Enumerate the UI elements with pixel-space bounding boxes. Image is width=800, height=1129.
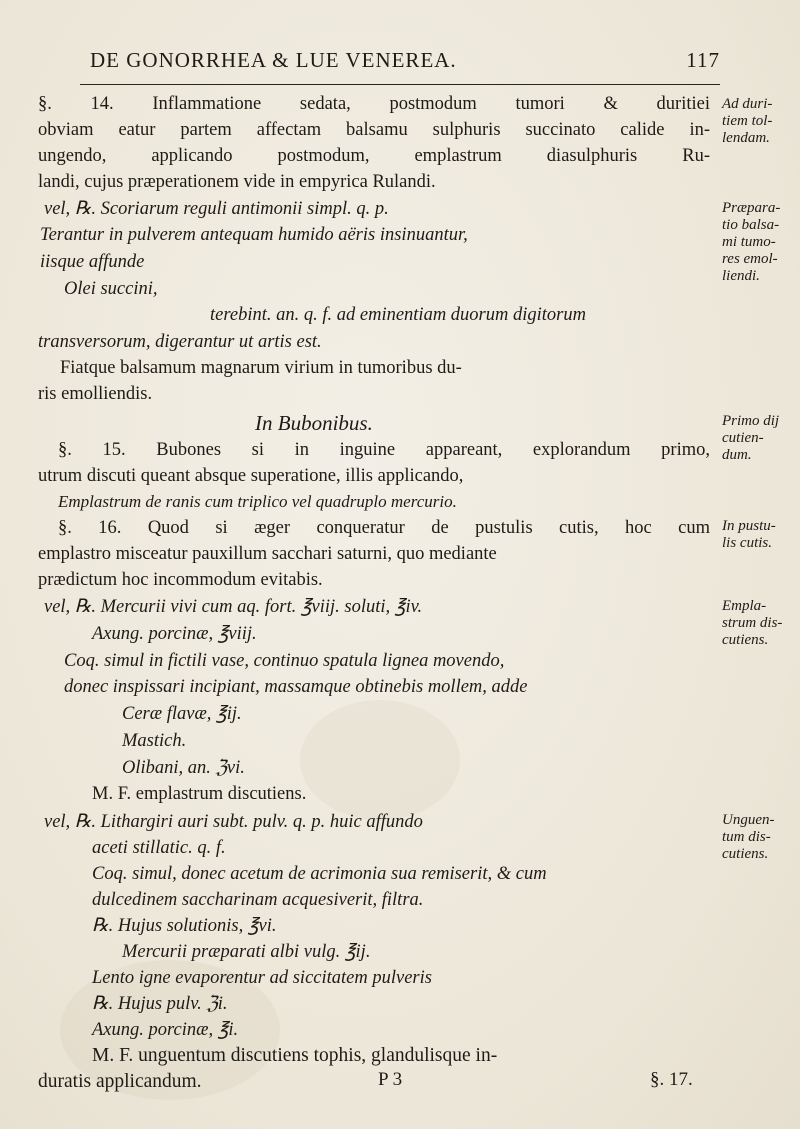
text-line: §. 15. Bubones si in inguine appareant, explorandum primo, [58,440,710,460]
text-line: Fiatque balsamum magnarum virium in tumoribus du- [60,358,462,378]
margin-note-line: Ad duri- [722,96,773,112]
recipe-line: transversorum, digerantur ut artis est. [38,332,322,352]
margin-note-line: In pustu- [722,518,776,534]
recipe-line: donec inspissari incipiant, massamque obtinebis mollem, adde [64,677,528,697]
margin-note [722,812,798,863]
running-header [90,48,720,82]
margin-note-line: cutiens. [722,632,769,648]
catchword: §. 17. [650,1069,693,1090]
recipe-line: vel, ℞. Mercurii vivi cum aq. fort. ℥viij. soluti, ℥iv. [44,597,423,617]
recipe-line: aceti stillatic. q. f. [92,838,226,858]
margin-note-line: mi tumo- [722,234,776,250]
recipe-line: Emplastrum de ranis cum triplico vel quadruplo mercurio. [58,492,457,511]
margin-note [722,96,798,147]
section-heading: In Bubonibus. [255,411,373,435]
margin-note [722,518,798,552]
recipe-line: Olei succini, [64,279,158,299]
recipe-line: ℞. Hujus pulv. ℨi. [92,994,228,1014]
margin-note-line: strum dis- [722,615,783,631]
margin-note-line: res emol- [722,251,778,267]
text-line: §. 14. Inflammatione sedata, postmodum tumori & duritiei [38,94,710,114]
text-line: M. F. unguentum discutiens tophis, glandulisque in- [92,1045,498,1066]
recipe-line: Lento igne evaporentur ad siccitatem pulveris [92,968,432,988]
text-line: prædictum hoc incommodum evitabis. [38,570,323,590]
margin-note-line: Primo dij [722,413,780,429]
recipe-line: Terantur in pulverem antequam humido aëris insinuantur, [40,225,468,245]
recipe-line: ℞. Hujus solutionis, ℥vi. [92,916,277,936]
margin-note-line: cutiens. [722,846,769,862]
recipe-line: Coq. simul in fictili vase, continuo spatula lignea movendo, [64,651,505,671]
margin-note-line: tum dis- [722,829,771,845]
recipe-line: Mastich. [122,731,187,751]
margin-note-line: Empla- [722,598,767,614]
page-number: 117 [686,48,720,72]
margin-note-line: dum. [722,447,752,463]
margin-note-line: liendi. [722,268,760,284]
margin-note-line: Præpara- [722,200,781,216]
margin-note-line: tiem tol- [722,113,773,129]
recipe-line: Ceræ flavæ, ℥ij. [122,704,242,724]
recipe-line: Axung. porcinæ, ℥viij. [92,624,257,644]
margin-note [722,413,798,464]
text-line: emplastro misceatur pauxillum sacchari saturni, quo mediante [38,544,497,564]
margin-note-line: tio balsa- [722,217,780,233]
text-line: duratis applicandum. [38,1071,202,1092]
recipe-line: Coq. simul, donec acetum de acrimonia sua remiserit, & cum [92,864,547,884]
text-line: §. 16. Quod si æger conqueratur de pustulis cutis, hoc cum [58,518,710,538]
recipe-line: vel, ℞. Scoriarum reguli antimonii simpl. q. p. [44,199,389,219]
text-line: ungendo, applicando postmodum, emplastrum diasulphuris Ru- [38,146,710,166]
recipe-line: Mercurii præparati albi vulg. ℥ij. [122,942,371,962]
running-title: DE GONORRHEA & LUE VENEREA. [90,48,457,72]
text-line: ris emolliendis. [38,384,153,404]
margin-note-line: lis cutis. [722,535,773,551]
margin-note [722,200,798,285]
text-line: obviam eatur partem affectam balsamu sulphuris succinato calide in- [38,120,710,140]
margin-note-line: cutien- [722,430,764,446]
text-line: M. F. emplastrum discutiens. [92,784,307,804]
text-line: utrum discuti queant absque superatione, illis applicando, [38,466,464,486]
text-line: landi, cujus præperationem vide in empyrica Rulandi. [38,172,436,192]
recipe-line: dulcedinem saccharinam acquesiverit, filtra. [92,890,424,910]
margin-note [722,598,798,649]
recipe-line: terebint. an. q. f. ad eminentiam duorum digitorum [210,305,586,325]
margin-note-line: lendam. [722,130,770,146]
recipe-line: Axung. porcinæ, ℥i. [92,1020,239,1040]
margin-note-line: Unguen- [722,812,775,828]
recipe-line: vel, ℞. Lithargiri auri subt. pulv. q. p. huic affundo [44,812,423,832]
recipe-line: iisque affunde [40,252,145,272]
signature-mark: P 3 [378,1069,403,1090]
header-rule [80,84,720,85]
recipe-line: Olibani, an. ℨvi. [122,758,245,778]
